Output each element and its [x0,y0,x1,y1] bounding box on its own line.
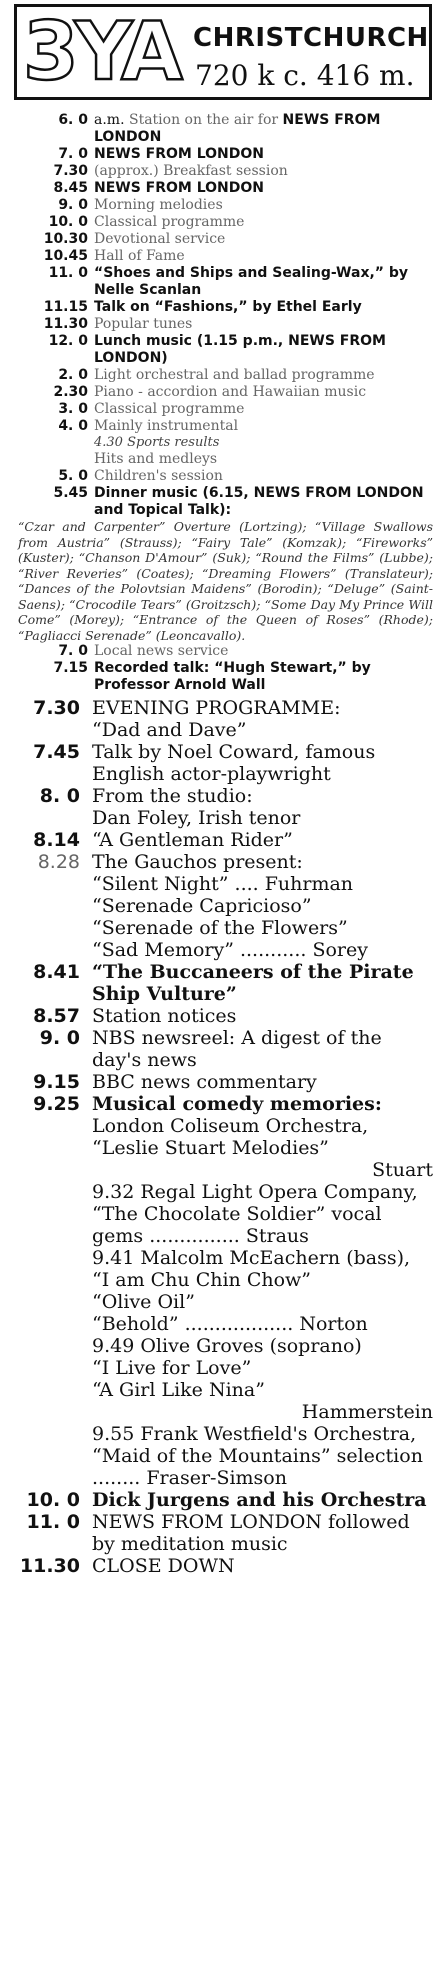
time-label: 6. 0 [58,112,88,128]
time-label: 10. 0 [26,1489,80,1511]
programme-item [0,961,441,1005]
programme-title: Children's session [94,468,223,484]
programme-title: “A Gentleman Rider” [92,829,293,851]
time-label: 7.45 [33,741,80,763]
programme-item [0,1489,441,1511]
time-label: 9. 0 [39,1027,80,1049]
time-label: 11.30 [19,1555,80,1577]
programme-title: Lunch music (1.15 p.m., NEWS FROM LONDON) [94,333,386,366]
station-frequency: 720 k c. 416 m. [195,59,415,92]
programme-item [0,248,441,265]
station-logo: 3YA [23,5,179,98]
programme-item [0,468,441,485]
time-label: 11.15 [43,299,88,315]
programme-title: “Shoes and Ships and Sealing-Wax,” by Nelle Scanlan [94,265,409,298]
programme-item [0,485,441,519]
programme-title: Morning melodies [94,197,223,213]
programme-item [0,231,441,248]
programme-title: Recorded talk: “Hugh Stewart,” by Professor Arnold Wall [94,660,371,693]
station-header [14,4,432,100]
programme-item: 4. 0 Mainly instrumental 4.30 Sports results Hits and medleys [0,418,441,468]
time-label: 5.45 [53,485,88,501]
programme-item [0,401,441,418]
programme-item: 9.25 Musical comedy memories: London Coliseum Orchestra, “Leslie Stuart Melodies” Stuart 9.32 Regal Light Opera Company, “The Chocolate Soldier” vocal gems ............... Straus 9.41 Malcolm McEachern (bass), “I am Chu Chin Chow” “Olive Oil” “Behold” .................. Norton 9.49 Olive Groves (soprano) “I Live for Love” “A Girl Like Nina” Hammerstein 9.55 Frank Westfield's Orchestra, “Maid of the Mountains” selection ........ Fraser-Simson [0,1093,441,1489]
programme-item [0,660,441,694]
time-label: 8. 0 [39,785,80,807]
programme-title: Hall of Fame [94,248,185,264]
time-label: 2. 0 [58,367,88,383]
time-label: 8.57 [33,1005,80,1027]
time-label: 7.15 [53,660,88,676]
programme-item [0,1555,441,1577]
programme-title: (approx.) Breakfast session [94,163,288,179]
programme-item [0,643,441,660]
programme-item [0,741,441,785]
programme-title: Devotional service [94,231,226,247]
programme-item [0,1071,441,1093]
time-label: 9. 0 [58,197,88,213]
programme-item [0,1027,441,1071]
time-label: 9.15 [33,1071,80,1093]
programme-title: Popular tunes [94,316,193,332]
programme-item: 6. 0 a.m. Station on the air for NEWS FROM LONDON [0,112,441,146]
programme-title: BBC news commentary [92,1071,317,1093]
programme-item [0,299,441,316]
programme-item [0,214,441,231]
time-label: 10. 0 [48,214,88,230]
programme-item [0,1005,441,1027]
programme-title: Dinner music (6.15, NEWS FROM LONDON and Topical Talk): [94,485,424,518]
time-label: 7.30 [53,163,88,179]
programme-item [0,163,441,180]
programme-title: Station notices [92,1005,237,1027]
programme-title: Dick Jurgens and his Orchestra [92,1489,427,1511]
programme-title: NEWS FROM LONDON [94,180,265,196]
programme-title: Classical programme [94,214,245,230]
programme-item [0,180,441,197]
time-label: 7. 0 [58,146,88,162]
time-label: 8.28 [37,851,80,873]
programme-title: Talk by Noel Coward, famous English actor-playwright [92,741,376,785]
time-label: 9.25 [33,1093,80,1115]
programme-title: Talk on “Fashions,” by Ethel Early [94,299,362,315]
programme-title: Piano - accordion and Hawaiian music [94,384,367,400]
programme-title: Light orchestral and ballad programme [94,367,375,383]
time-label: 4. 0 [58,418,88,434]
time-label: 10.30 [43,231,88,247]
programme-item [0,829,441,851]
programme-item [0,197,441,214]
programme-item [0,384,441,401]
time-label: 8.45 [53,180,88,196]
programme-title: NBS newsreel: A digest of the day's news [92,1027,382,1071]
time-label: 12. 0 [48,333,88,349]
time-label: 3. 0 [58,401,88,417]
time-label: 11. 0 [26,1511,80,1533]
programme-item [0,316,441,333]
time-label: 5. 0 [58,468,88,484]
programme-item [0,333,441,367]
time-label: 8.41 [33,961,80,983]
programme-item [0,265,441,299]
programme-title: CLOSE DOWN [92,1555,235,1577]
programme-item: 8.28 The Gauchos present: “Silent Night” .... Fuhrman “Serenade Capricioso” “Serenade of the Flowers” “Sad Memory” ........... Sorey [0,851,441,961]
time-label: 7. 0 [58,643,88,659]
time-label: 10.45 [43,248,88,264]
time-label: 2.30 [53,384,88,400]
time-label: 11. 0 [48,265,88,281]
programme-item: 8. 0 From the studio: Dan Foley, Irish tenor [0,785,441,829]
time-label: 7.30 [33,697,80,719]
programme-title: Classical programme [94,401,245,417]
dinner-music-list: “Czar and Carpenter” Overture (Lortzing); “Village Swallows from Austria” (Strauss); “Fairy Tale” (Komzak); “Fireworks” (Kuster); “Chanson D'Amour” (Suk); “Round the Films” (Lubbe); “River Reveries” (Coates); “Dreaming Flowers” (Translateur); “Dances of the Polovtsian Maidens” (Borodin); “Deluge” (Saint-Saens); “Crocodile Tears” (Groitzsch); “Some Day My Prince Will Come” (Morey); “Entrance of the Queen of Roses” (Rhode); “Pagliacci Serenade” (Leoncavallo). [18,519,433,643]
programme-list [0,112,441,1577]
programme-title: Local news service [94,643,229,659]
time-label: 11.30 [43,316,88,332]
programme-item: 7.30 EVENING PROGRAMME: “Dad and Dave” [0,697,441,741]
programme-title: “The Buccaneers of the Pirate Ship Vulture” [92,961,414,1005]
programme-title: NEWS FROM LONDON [94,146,265,162]
station-city: CHRISTCHURCH [193,23,429,53]
time-label: 8.14 [33,829,80,851]
programme-item [0,146,441,163]
programme-item: 11. 0 NEWS FROM LONDON followed by meditation music [0,1511,441,1555]
programme-item [0,367,441,384]
